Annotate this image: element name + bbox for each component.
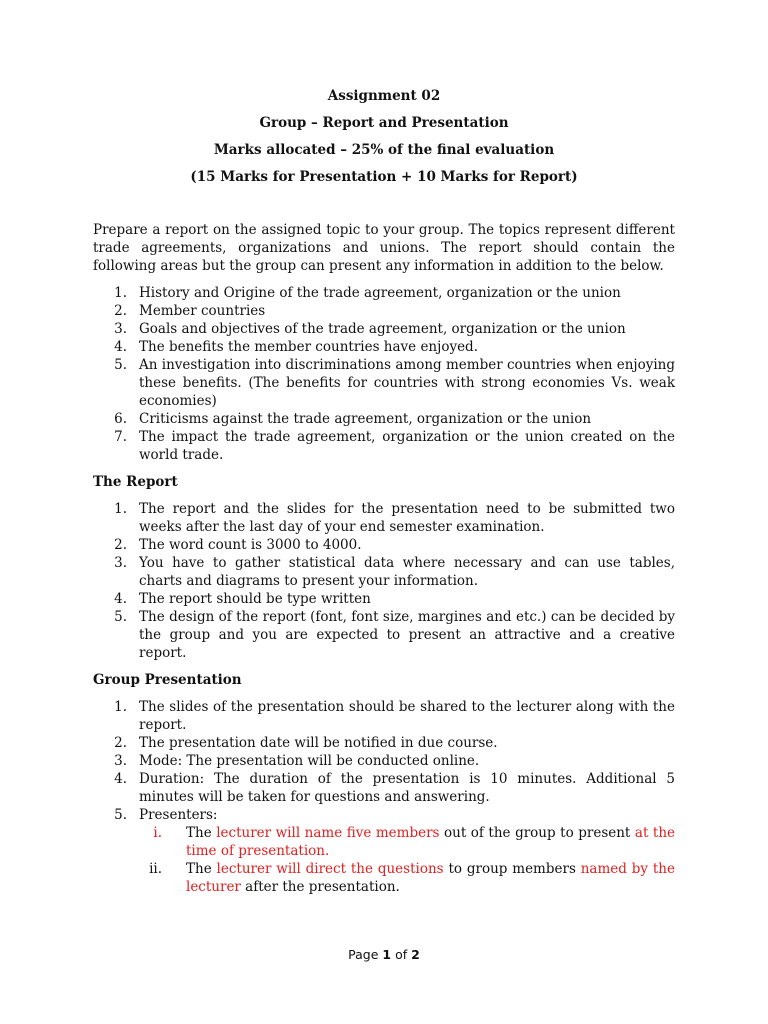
list-item [93,320,675,338]
list-item [93,356,675,410]
list-number: 5. [114,357,127,373]
list-text: Criticisms against the trade agreement, organization or the union [139,411,592,427]
list-number: 6. [114,411,127,427]
page-footer [0,947,768,962]
list-text: The presentation date will be notified in due course. [139,735,498,751]
list-text: The slides of the presentation should be shared to the lecturer along with the report. [139,699,675,733]
marks-allocated: Marks allocated – 25% of the final evaluation [213,142,555,158]
list-text: The word count is 3000 to 4000. [139,537,362,553]
highlighted-text: lecturer will direct the questions [216,861,444,877]
list-text: Presenters: [139,807,218,823]
sublist-text-plain: The [186,861,217,877]
list-text: An investigation into discriminations among member countries when enjoying these benefits. (The benefits for countries with strong economies Vs. weak economies) [139,357,675,409]
list-number: 5. [114,807,127,823]
list-text: The report and the slides for the presentation need to be submitted two weeks after the last day of your end semester examination. [139,501,675,535]
list-text: The design of the report (font, font size, margines and etc.) can be decided by the group and you are expected to present an attractive and a creative report. [139,609,675,661]
list-item [93,410,675,428]
presentation-list [93,698,675,824]
list-item [93,554,675,590]
list-text: Goals and objectives of the trade agreement, organization or the union [139,321,626,337]
list-number: 1. [114,699,127,715]
page-current: 1 [382,947,392,962]
assignment-title: Assignment 02 [327,88,441,104]
sublist-item [93,860,675,896]
marks-breakdown: (15 Marks for Presentation + 10 Marks for Report) [190,169,578,185]
highlighted-text: lecturer will name five members [216,825,440,841]
list-item [93,536,675,554]
list-number: 2. [114,537,127,553]
document-header [0,86,768,194]
list-text: History and Origine of the trade agreement, organization or the union [139,285,621,301]
list-number: 2. [114,303,127,319]
list-item [93,752,675,770]
roman-numeral: ii. [149,861,162,877]
list-text: The benefits the member countries have enjoyed. [139,339,478,355]
highlighted-text: named by the lecturer [186,861,675,895]
list-text: Duration: The duration of the presentation is 10 minutes. Additional 5 minutes will be taken for questions and answering. [139,771,675,805]
intro-paragraph: Prepare a report on the assigned topic to your group. The topics represent different trade agreements, organizations and unions. The report should contain the following areas but the group can present any information in addition to the below. [93,222,675,274]
document-body [93,221,675,896]
list-item [93,302,675,320]
sublist-text-plain: out of the group to present [439,825,635,841]
assignment-subtitle: Group – Report and Presentation [259,115,509,131]
list-number: 4. [114,591,127,607]
report-section-title: The Report [93,474,178,490]
list-number: 3. [114,555,127,571]
list-text: The report should be type written [139,591,371,607]
list-item [93,590,675,608]
list-number: 2. [114,735,127,751]
list-number: 4. [114,339,127,355]
list-item [93,770,675,806]
page-of: of [391,947,412,962]
list-item [93,806,675,824]
list-text: Mode: The presentation will be conducted online. [139,753,480,769]
list-item [93,284,675,302]
list-number: 7. [114,429,127,445]
list-item [93,698,675,734]
page-total: 2 [411,947,420,962]
list-text: Member countries [139,303,266,319]
list-item [93,500,675,536]
list-item [93,338,675,356]
list-item [93,428,675,464]
list-number: 3. [114,321,127,337]
page-label: Page [348,947,383,962]
areas-list [93,284,675,464]
sublist-text-plain: The [186,825,217,841]
list-number: 1. [114,501,127,517]
list-number: 1. [114,285,127,301]
list-text: The impact the trade agreement, organization or the union created on the world trade. [139,429,675,463]
list-item [93,734,675,752]
list-text: You have to gather statistical data where necessary and can use tables, charts and diagrams to present your information. [139,555,675,589]
report-list [93,500,675,662]
list-number: 5. [114,609,127,625]
presenters-sublist [93,824,675,896]
roman-numeral: i. [153,825,162,841]
sublist-item [93,824,675,860]
presentation-section-title: Group Presentation [93,672,242,688]
highlighted-text: at the time of presentation. [186,825,675,859]
list-number: 3. [114,753,127,769]
sublist-text-plain: to group members [443,861,581,877]
list-number: 4. [114,771,127,787]
list-item [93,608,675,662]
sublist-text-plain: after the presentation. [240,879,400,895]
